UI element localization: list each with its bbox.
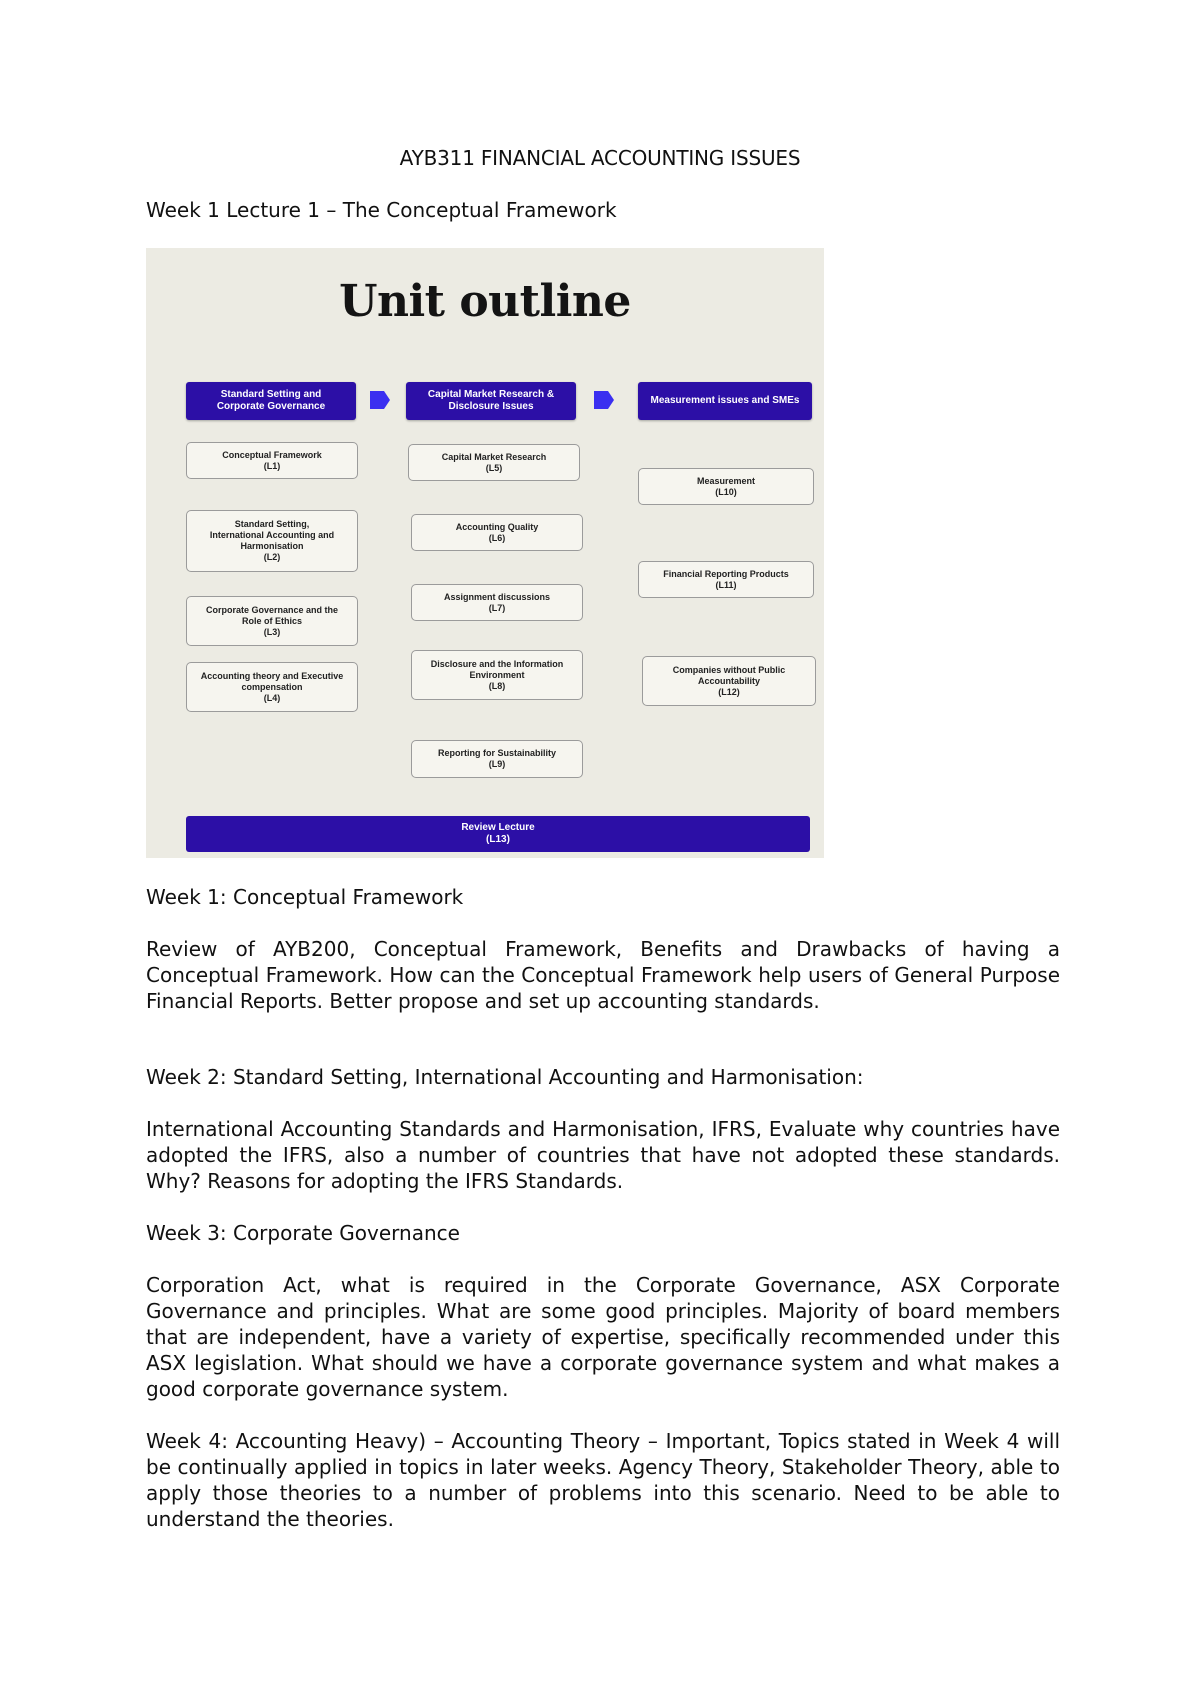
review-lecture-bar: Review Lecture (L13): [186, 816, 810, 852]
unit-outline-slide: [146, 248, 824, 858]
outline-box-l2: Standard Setting, International Accounting and Harmonisation (L2): [186, 510, 358, 572]
outline-box-l12: Companies without Public Accountability (L12): [642, 656, 816, 706]
section-week-3-body: [146, 1272, 1060, 1402]
outline-box-l5: Capital Market Research (L5): [408, 444, 580, 481]
section-week-1-heading: [146, 884, 1060, 910]
section-body: Review of AYB200, Conceptual Framework, Benefits and Drawbacks of having a Conceptual Framework. How can the Conceptual Framework help users of General Purpose Financial Reports. Better propose and set up accounting standards.: [146, 937, 1060, 1013]
slide-title: Unit outline: [339, 276, 631, 327]
outline-box-l3: Corporate Governance and the Role of Ethics (L3): [186, 596, 358, 646]
outline-box-l6: Accounting Quality (L6): [411, 514, 583, 551]
outline-box-l9: Reporting for Sustainability (L9): [411, 740, 583, 778]
outline-box-l7: Assignment discussions (L7): [411, 584, 583, 621]
outline-box-l8: Disclosure and the Information Environment (L8): [411, 650, 583, 700]
section-week-3-heading: [146, 1220, 1060, 1246]
arrow-right-icon: [370, 391, 390, 409]
document-title: AYB311 FINANCIAL ACCOUNTING ISSUES: [399, 146, 801, 170]
section-week-2-heading: [146, 1064, 1060, 1090]
section-heading: Week 1: Conceptual Framework: [146, 885, 464, 909]
outline-box-l4: Accounting theory and Executive compensation (L4): [186, 662, 358, 712]
section-week-2-body: [146, 1116, 1060, 1194]
section-week-4-body: [146, 1428, 1060, 1532]
lecture-heading: Week 1 Lecture 1 – The Conceptual Framework: [146, 198, 617, 222]
section-week-1-body: [146, 936, 1060, 1014]
section-heading: Week 3: Corporate Governance: [146, 1221, 460, 1245]
section-body: Corporation Act, what is required in the Corporate Governance, ASX Corporate Governance and principles. What are some good principles. Majority of board members that are independent, have a variety of expertise, specifically recommended under this ASX legislation. What should we have a corporate governance system and what makes a good corporate governance system.: [146, 1273, 1060, 1401]
section-body: Week 4: Accounting Heavy) – Accounting Theory – Important, Topics stated in Week 4 will be continually applied in topics in later weeks. Agency Theory, Stakeholder Theory, able to apply those theories to a number of problems into this scenario. Need to be able to understand the theories.: [146, 1429, 1060, 1531]
column-header-capital-market: Capital Market Research & Disclosure Issues: [406, 382, 576, 420]
column-header-standard-setting: Standard Setting and Corporate Governance: [186, 382, 356, 420]
outline-box-l11: Financial Reporting Products (L11): [638, 561, 814, 598]
section-body: International Accounting Standards and Harmonisation, IFRS, Evaluate why countries have adopted the IFRS, also a number of countries that have not adopted these standards. Why? Reasons for adopting the IFRS Standards.: [146, 1117, 1060, 1193]
column-header-measurement: Measurement issues and SMEs: [638, 382, 812, 420]
outline-box-l10: Measurement (L10): [638, 468, 814, 505]
outline-box-l1: Conceptual Framework (L1): [186, 442, 358, 479]
arrow-right-icon: [594, 391, 614, 409]
section-heading: Week 2: Standard Setting, International Accounting and Harmonisation:: [146, 1065, 864, 1089]
